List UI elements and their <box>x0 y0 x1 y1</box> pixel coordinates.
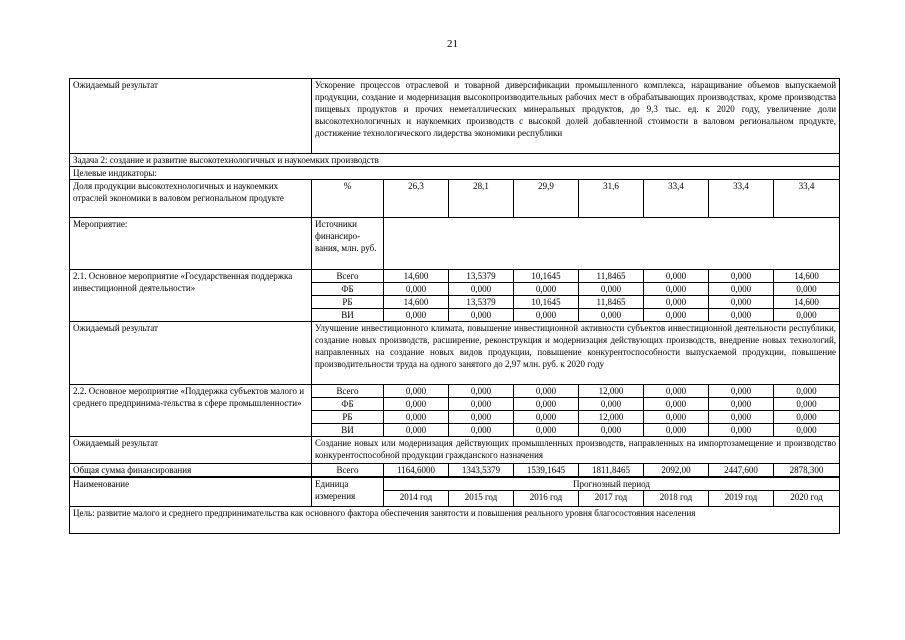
funding-value: 0,000 <box>514 309 579 322</box>
program-table <box>69 78 840 534</box>
funding-value: 0,000 <box>579 398 644 411</box>
year-label: 2018 год <box>644 491 709 507</box>
funding-value: 0,000 <box>449 398 514 411</box>
task-2-title: Задача 2: создание и развитие высокотехнологичных и наукоемких производств <box>70 154 840 167</box>
funding-value: 10,1645 <box>514 270 579 283</box>
source-label: ФБ <box>312 398 384 411</box>
funding-value: 11,8465 <box>579 296 644 309</box>
funding-value: 0,000 <box>384 385 449 398</box>
funding-value: 0,000 <box>514 283 579 296</box>
funding-value: 0,000 <box>709 424 774 437</box>
year-label: 2020 год <box>774 491 840 507</box>
measure-header-empty <box>384 218 840 270</box>
measure-label: Мероприятие: <box>70 218 312 270</box>
source-label: ФБ <box>312 283 384 296</box>
indicator-value: 26,3 <box>384 180 449 218</box>
expected-result-row-3 <box>70 437 840 464</box>
funding-value: 0,000 <box>644 309 709 322</box>
expected-result-row-1 <box>70 79 840 154</box>
source-label: ВИ <box>312 424 384 437</box>
funding-value: 0,000 <box>774 398 840 411</box>
funding-value: 0,000 <box>644 398 709 411</box>
funding-value: 0,000 <box>449 283 514 296</box>
indicator-value: 33,4 <box>644 180 709 218</box>
funding-value: 14,600 <box>774 270 840 283</box>
indicator-value: 28,1 <box>449 180 514 218</box>
funding-value: 0,000 <box>644 296 709 309</box>
funding-value: 0,000 <box>384 398 449 411</box>
total-value: 1811,8465 <box>579 464 644 478</box>
expected-result-text: Создание новых или модернизация действующих промышленных производств, направленных на импортозамещение и производство конкурентоспособной продукции гражданского назначения <box>312 437 840 464</box>
target-indicators-row <box>70 167 840 180</box>
funding-value: 0,000 <box>709 270 774 283</box>
header-unit: Единица измерения <box>312 477 384 507</box>
funding-value: 0,000 <box>644 411 709 424</box>
goal-text: Цель: развитие малого и среднего предпринимательства как основного фактора обеспечения занятости и повышения реального уровня благосостояния населения <box>70 507 840 534</box>
measure-header-row <box>70 218 840 270</box>
funding-value: 0,000 <box>449 309 514 322</box>
year-label: 2015 год <box>449 491 514 507</box>
year-label: 2014 год <box>384 491 449 507</box>
sources-label: Источники финансиро-вания, млн. руб. <box>312 218 384 270</box>
funding-value: 10,1645 <box>514 296 579 309</box>
source-label: Всего <box>312 464 384 478</box>
expected-result-label: Ожидаемый результат <box>70 437 312 464</box>
measure-2-2-name: 2.2. Основное мероприятие «Поддержка субъектов малого и среднего предпринима-тельства в сфере промышленности» <box>70 385 312 437</box>
source-label: Всего <box>312 385 384 398</box>
measure-2-2-row <box>70 385 840 398</box>
total-financing-label: Общая сумма финансирования <box>70 464 312 478</box>
source-label: РБ <box>312 296 384 309</box>
funding-value: 13,5379 <box>449 296 514 309</box>
funding-value: 0,000 <box>709 398 774 411</box>
funding-value: 0,000 <box>709 411 774 424</box>
funding-value: 0,000 <box>774 385 840 398</box>
funding-value: 0,000 <box>709 296 774 309</box>
funding-value: 11,8465 <box>579 270 644 283</box>
source-label: РБ <box>312 411 384 424</box>
expected-result-text: Улучшение инвестиционного климата, повышение инвестиционной активности субъектов инвестиционной деятельности республики, создание новых производств, расширение, реконструкция и модернизация действующих производств, внедрение новых технологий, направленных на создание новых видов продукции, повышение конкурентоспособности выпускаемой продукции, повышение производительности труда на одного занятого до 2,97 млн. руб. к 2020 году <box>312 322 840 385</box>
funding-value: 12,000 <box>579 385 644 398</box>
funding-value: 0,000 <box>384 283 449 296</box>
expected-result-label: Ожидаемый результат <box>70 79 312 154</box>
funding-value: 0,000 <box>514 385 579 398</box>
indicator-unit: % <box>312 180 384 218</box>
year-label: 2019 год <box>709 491 774 507</box>
page-number: 21 <box>447 38 458 50</box>
header-name: Наименование <box>70 477 312 507</box>
funding-value: 12,000 <box>579 411 644 424</box>
expected-result-row-2 <box>70 322 840 385</box>
task-row <box>70 154 840 167</box>
year-label: 2017 год <box>579 491 644 507</box>
funding-value: 0,000 <box>774 283 840 296</box>
funding-value: 0,000 <box>644 385 709 398</box>
funding-value: 0,000 <box>579 283 644 296</box>
funding-value: 0,000 <box>449 411 514 424</box>
funding-value: 14,600 <box>384 270 449 283</box>
indicator-value: 29,9 <box>514 180 579 218</box>
funding-value: 0,000 <box>774 411 840 424</box>
funding-value: 14,600 <box>774 296 840 309</box>
indicator-row <box>70 180 840 218</box>
funding-value: 0,000 <box>579 424 644 437</box>
expected-result-label: Ожидаемый результат <box>70 322 312 385</box>
total-value: 2092,00 <box>644 464 709 478</box>
funding-value: 0,000 <box>384 424 449 437</box>
funding-value: 0,000 <box>644 283 709 296</box>
funding-value: 0,000 <box>579 309 644 322</box>
funding-value: 0,000 <box>514 398 579 411</box>
source-label: Всего <box>312 270 384 283</box>
funding-value: 0,000 <box>449 385 514 398</box>
indicator-value: 33,4 <box>709 180 774 218</box>
funding-value: 0,000 <box>514 424 579 437</box>
section-header-row <box>70 477 840 491</box>
funding-value: 0,000 <box>644 424 709 437</box>
funding-value: 0,000 <box>709 385 774 398</box>
total-value: 1164,6000 <box>384 464 449 478</box>
funding-value: 0,000 <box>709 309 774 322</box>
funding-value: 0,000 <box>384 309 449 322</box>
indicator-value: 31,6 <box>579 180 644 218</box>
funding-value: 0,000 <box>709 283 774 296</box>
funding-value: 0,000 <box>384 411 449 424</box>
funding-value: 0,000 <box>774 424 840 437</box>
year-label: 2016 год <box>514 491 579 507</box>
total-value: 1343,5379 <box>449 464 514 478</box>
total-value: 1539,1645 <box>514 464 579 478</box>
source-label: ВИ <box>312 309 384 322</box>
expected-result-text: Ускорение процессов отраслевой и товарной диверсификации промышленного комплекса, наращивание объемов выпускаемой продукции, создание и модернизация высокопроизводительных рабочих мест в обрабатывающих производствах, кроме производства пищевых продуктов и прочих неметаллических минеральных продуктов, до 9,3 тыс. ед. к 2020 году, увеличение доли высокотехнологичных и наукоемких производств с высокой долей добавленной стоимости в валовом региональном продукте, достижение технологического лидерства экономики республики <box>312 79 840 154</box>
funding-value: 0,000 <box>644 270 709 283</box>
funding-value: 13,5379 <box>449 270 514 283</box>
header-forecast: Прогнозный период <box>384 477 840 491</box>
funding-value: 14,600 <box>384 296 449 309</box>
indicator-value: 33,4 <box>774 180 840 218</box>
total-financing-row <box>70 464 840 478</box>
total-value: 2447,600 <box>709 464 774 478</box>
indicator-name: Доля продукции высокотехнологичных и наукоемких отраслей экономики в валовом региональном продукте <box>70 180 312 218</box>
measure-2-1-row <box>70 270 840 283</box>
total-value: 2878,300 <box>774 464 840 478</box>
target-indicators-label: Целевые индикаторы: <box>70 167 840 180</box>
funding-value: 0,000 <box>449 424 514 437</box>
measure-2-1-name: 2.1. Основное мероприятие «Государственная поддержка инвестиционной деятельности» <box>70 270 312 322</box>
funding-value: 0,000 <box>774 309 840 322</box>
funding-value: 0,000 <box>514 411 579 424</box>
goal-row <box>70 507 840 534</box>
